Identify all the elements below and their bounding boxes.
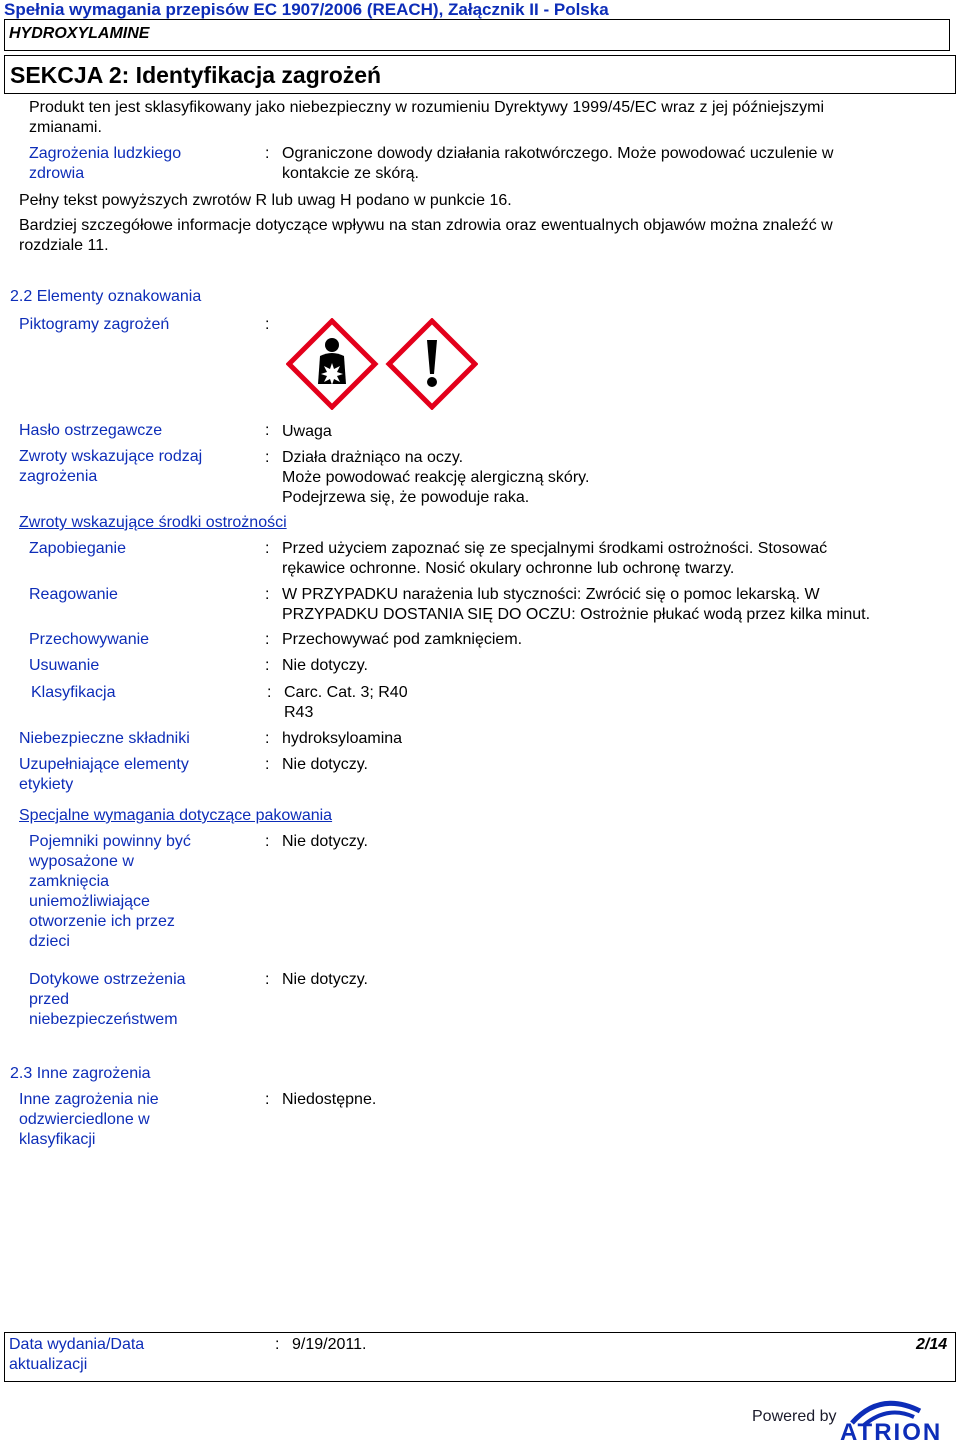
child-resistant-value: Nie dotyczy. [282,833,368,850]
hazardous-components-value: hydroksyloamina [282,730,403,747]
product-name: HYDROXYLAMINE [9,25,150,42]
exclamation-mark-icon [389,321,475,407]
page-number: 2/14 [916,1336,948,1353]
classification-label: Klasyfikacja [31,684,116,701]
hazardous-components-label: Niebezpieczne składniki [19,730,190,747]
disposal-value: Nie dotyczy. [282,657,368,674]
disposal-label: Usuwanie [29,657,100,674]
date-label: Data wydania/Data aktualizacji [9,1336,145,1373]
colon: : [265,422,270,439]
tactile-warning-label: Dotykowe ostrzeżenia przed niebezpieczeństwem [29,971,186,1028]
colon: : [267,684,272,701]
supplemental-label: Uzupełniające elementy etykiety [19,756,189,793]
classification-value: Carc. Cat. 3; R40 R43 [284,684,408,721]
powered-by-text: Powered by [752,1408,837,1425]
colon: : [265,540,270,557]
storage-label: Przechowywanie [29,631,150,648]
colon: : [265,971,270,988]
footer-box [4,1332,956,1382]
section-title: SEKCJA 2: Identyfikacja zagrożeń [10,62,382,88]
colon: : [265,730,270,747]
date-value: 9/19/2011. [292,1336,367,1353]
section-2-2-heading: 2.2 Elementy oznakowania [10,288,202,305]
storage-value: Przechowywać pod zamknięciem. [282,631,523,648]
colon: : [265,657,270,674]
packaging-heading: Specjalne wymagania dotyczące pakowania [19,807,333,824]
prevention-value: Przed użyciem zapoznać się ze specjalnymi środkami ostrożności. Stosować rękawice ochronne. Nosić okulary ochronne lub ochronę twarzy. [282,540,828,577]
colon: : [265,145,270,162]
health-value: Ograniczone dowody działania rakotwórczego. Może powodować uczulenie w kontakcie ze skórą. [282,145,834,182]
document-header-title: Spełnia wymagania przepisów EC 1907/2006 (REACH), Załącznik II - Polska [4,0,609,19]
other-hazards-label: Inne zagrożenia nie odzwierciedlone w klasyfikacji [19,1091,159,1148]
section-2-3-heading: 2.3 Inne zagrożenia [10,1065,151,1082]
other-hazards-value: Niedostępne. [282,1091,377,1108]
detail-note: Bardziej szczegółowe informacje dotyczące wpływu na stan zdrowia oraz ewentualnych objawów można znaleźć w rozdziale 11. [19,217,833,254]
colon: : [265,1091,270,1108]
health-hazard-icon [289,321,375,407]
atrion-brand: ATRION [840,1419,943,1446]
colon: : [265,631,270,648]
supplemental-value: Nie dotyczy. [282,756,368,773]
full-text-note: Pełny tekst powyższych zwrotów R lub uwag H podano w punkcie 16. [19,192,512,209]
colon: : [265,586,270,603]
classification-text: Produkt ten jest sklasyfikowany jako niebezpieczny w rozumieniu Dyrektywy 1999/45/EC wraz z jej późniejszymi [29,99,824,116]
child-resistant-label: Pojemniki powinny być wyposażone w zamknięcia uniemożliwiające otworzenie ich przez dzieci [29,833,191,950]
hazard-pictograms [286,318,478,410]
signal-word-value: Uwaga [282,423,332,440]
section-title-box [4,55,956,94]
response-label: Reagowanie [29,586,118,603]
prevention-label: Zapobieganie [29,540,126,557]
colon: : [265,449,270,466]
health-label: Zagrożenia ludzkiego zdrowia [29,145,182,182]
colon: : [265,756,270,773]
tactile-warning-value: Nie dotyczy. [282,971,368,988]
colon: : [275,1336,280,1353]
hazard-statements-label: Zwroty wskazujące rodzaj zagrożenia [19,448,203,485]
hazard-statements: Działa drażniąco na oczy. Może powodować reakcję alergiczną skóry. Podejrzewa się, że powoduje raka. [282,449,590,506]
precaution-heading: Zwroty wskazujące środki ostrożności [19,514,287,531]
pictograms-label: Piktogramy zagrożeń [19,316,170,333]
product-name-box [4,19,950,51]
signal-word-label: Hasło ostrzegawcze [19,422,163,439]
classification-text-cont: zmianami. [29,119,102,136]
colon: : [265,833,270,850]
colon: : [265,316,270,333]
response-value: W PRZYPADKU narażenia lub styczności: Zwrócić się o pomoc lekarską. W PRZYPADKU DOSTANIA SIĘ DO OCZU: Ostrożnie płukać wodą przez kilka minut. [282,586,871,623]
